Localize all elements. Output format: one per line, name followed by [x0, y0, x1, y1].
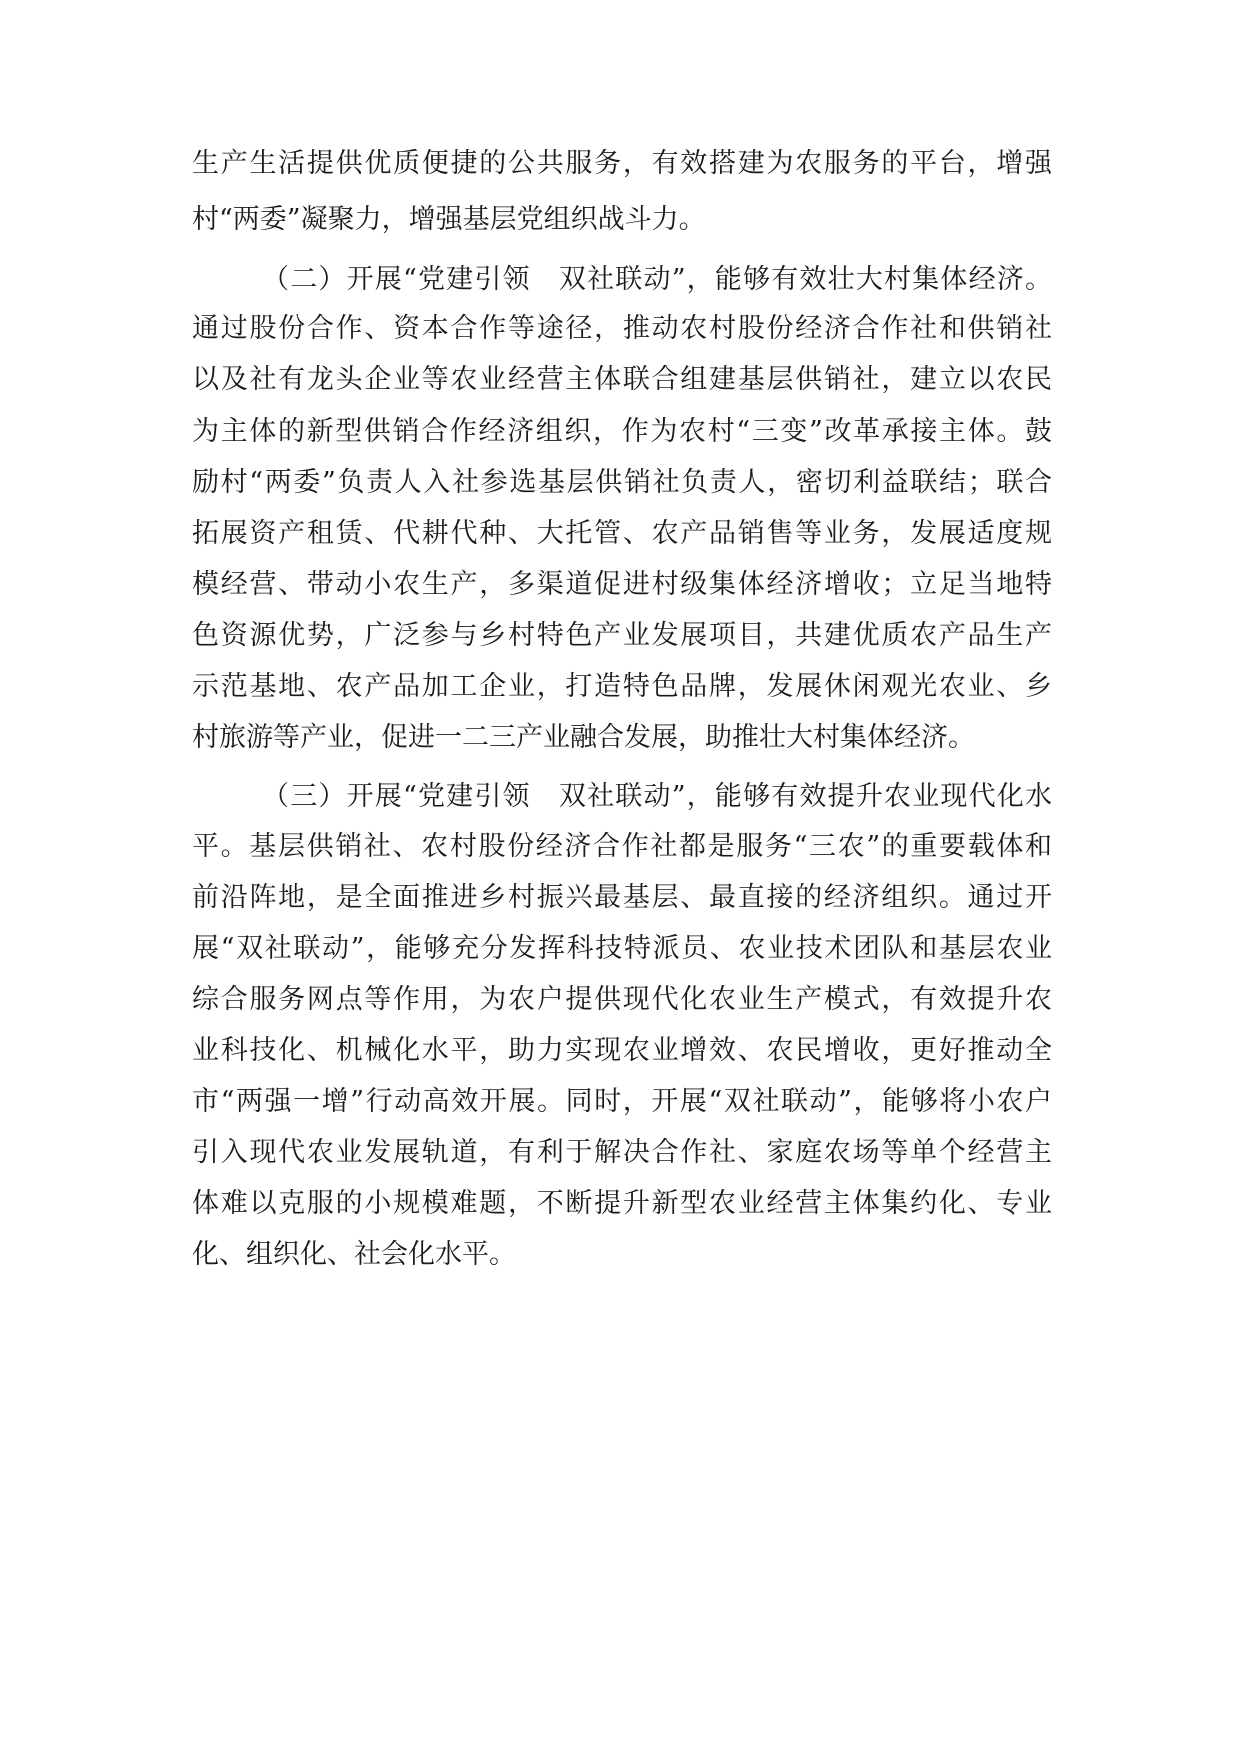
- text-line: 拓展资产租赁、代耕代种、大托管、农产品销售等业务，发展适度规: [192, 518, 1052, 549]
- text-line: 化、组织化、社会化水平。: [192, 1239, 516, 1270]
- text-line: 平。基层供销社、农村股份经济合作社都是服务“三农”的重要载体和: [192, 831, 1052, 862]
- text-line: 村旅游等产业，促进一二三产业融合发展，助推壮大村集体经济。: [192, 722, 975, 753]
- text-line: 示范基地、农产品加工企业，打造特色品牌，发展休闲观光农业、乡: [192, 671, 1052, 702]
- text-line: 展“双社联动”，能够充分发挥科技特派员、农业技术团队和基层农业: [192, 933, 1052, 964]
- text-line: 业科技化、机械化水平，助力实现农业增效、农民增收，更好推动全: [192, 1035, 1052, 1066]
- text-line: 为主体的新型供销合作经济组织，作为农村“三变”改革承接主体。鼓: [192, 416, 1052, 447]
- section-heading-3: （三）开展“党建引领 双社联动”，能够有效提升农业现代化水: [262, 781, 1052, 812]
- text-line: 以及社有龙头企业等农业经营主体联合组建基层供销社，建立以农民: [192, 364, 1052, 395]
- text-line: 引入现代农业发展轨道，有利于解决合作社、家庭农场等单个经营主: [192, 1137, 1052, 1168]
- text-line: 体难以克服的小规模难题，不断提升新型农业经营主体集约化、专业: [192, 1188, 1052, 1219]
- text-line: 市“两强一增”行动高效开展。同时，开展“双社联动”，能够将小农户: [192, 1086, 1052, 1117]
- text-line: 通过股份合作、资本合作等途径，推动农村股份经济合作社和供销社: [192, 313, 1052, 344]
- text-line: 综合服务网点等作用，为农户提供现代化农业生产模式，有效提升农: [192, 984, 1052, 1015]
- text-line: 模经营、带动小农生产，多渠道促进村级集体经济增收；立足当地特: [192, 569, 1052, 600]
- text-line: 色资源优势，广泛参与乡村特色产业发展项目，共建优质农产品生产: [192, 620, 1052, 651]
- text-line: 生产生活提供优质便捷的公共服务，有效搭建为农服务的平台，增强: [192, 148, 1052, 179]
- section-heading-2: （二）开展“党建引领 双社联动”，能够有效壮大村集体经济。: [262, 264, 1052, 295]
- text-line: 励村“两委”负责人入社参选基层供销社负责人，密切利益联结；联合: [192, 467, 1052, 498]
- text-line: 前沿阵地，是全面推进乡村振兴最基层、最直接的经济组织。通过开: [192, 882, 1052, 913]
- text-line: 村“两委”凝聚力，增强基层党组织战斗力。: [192, 204, 706, 235]
